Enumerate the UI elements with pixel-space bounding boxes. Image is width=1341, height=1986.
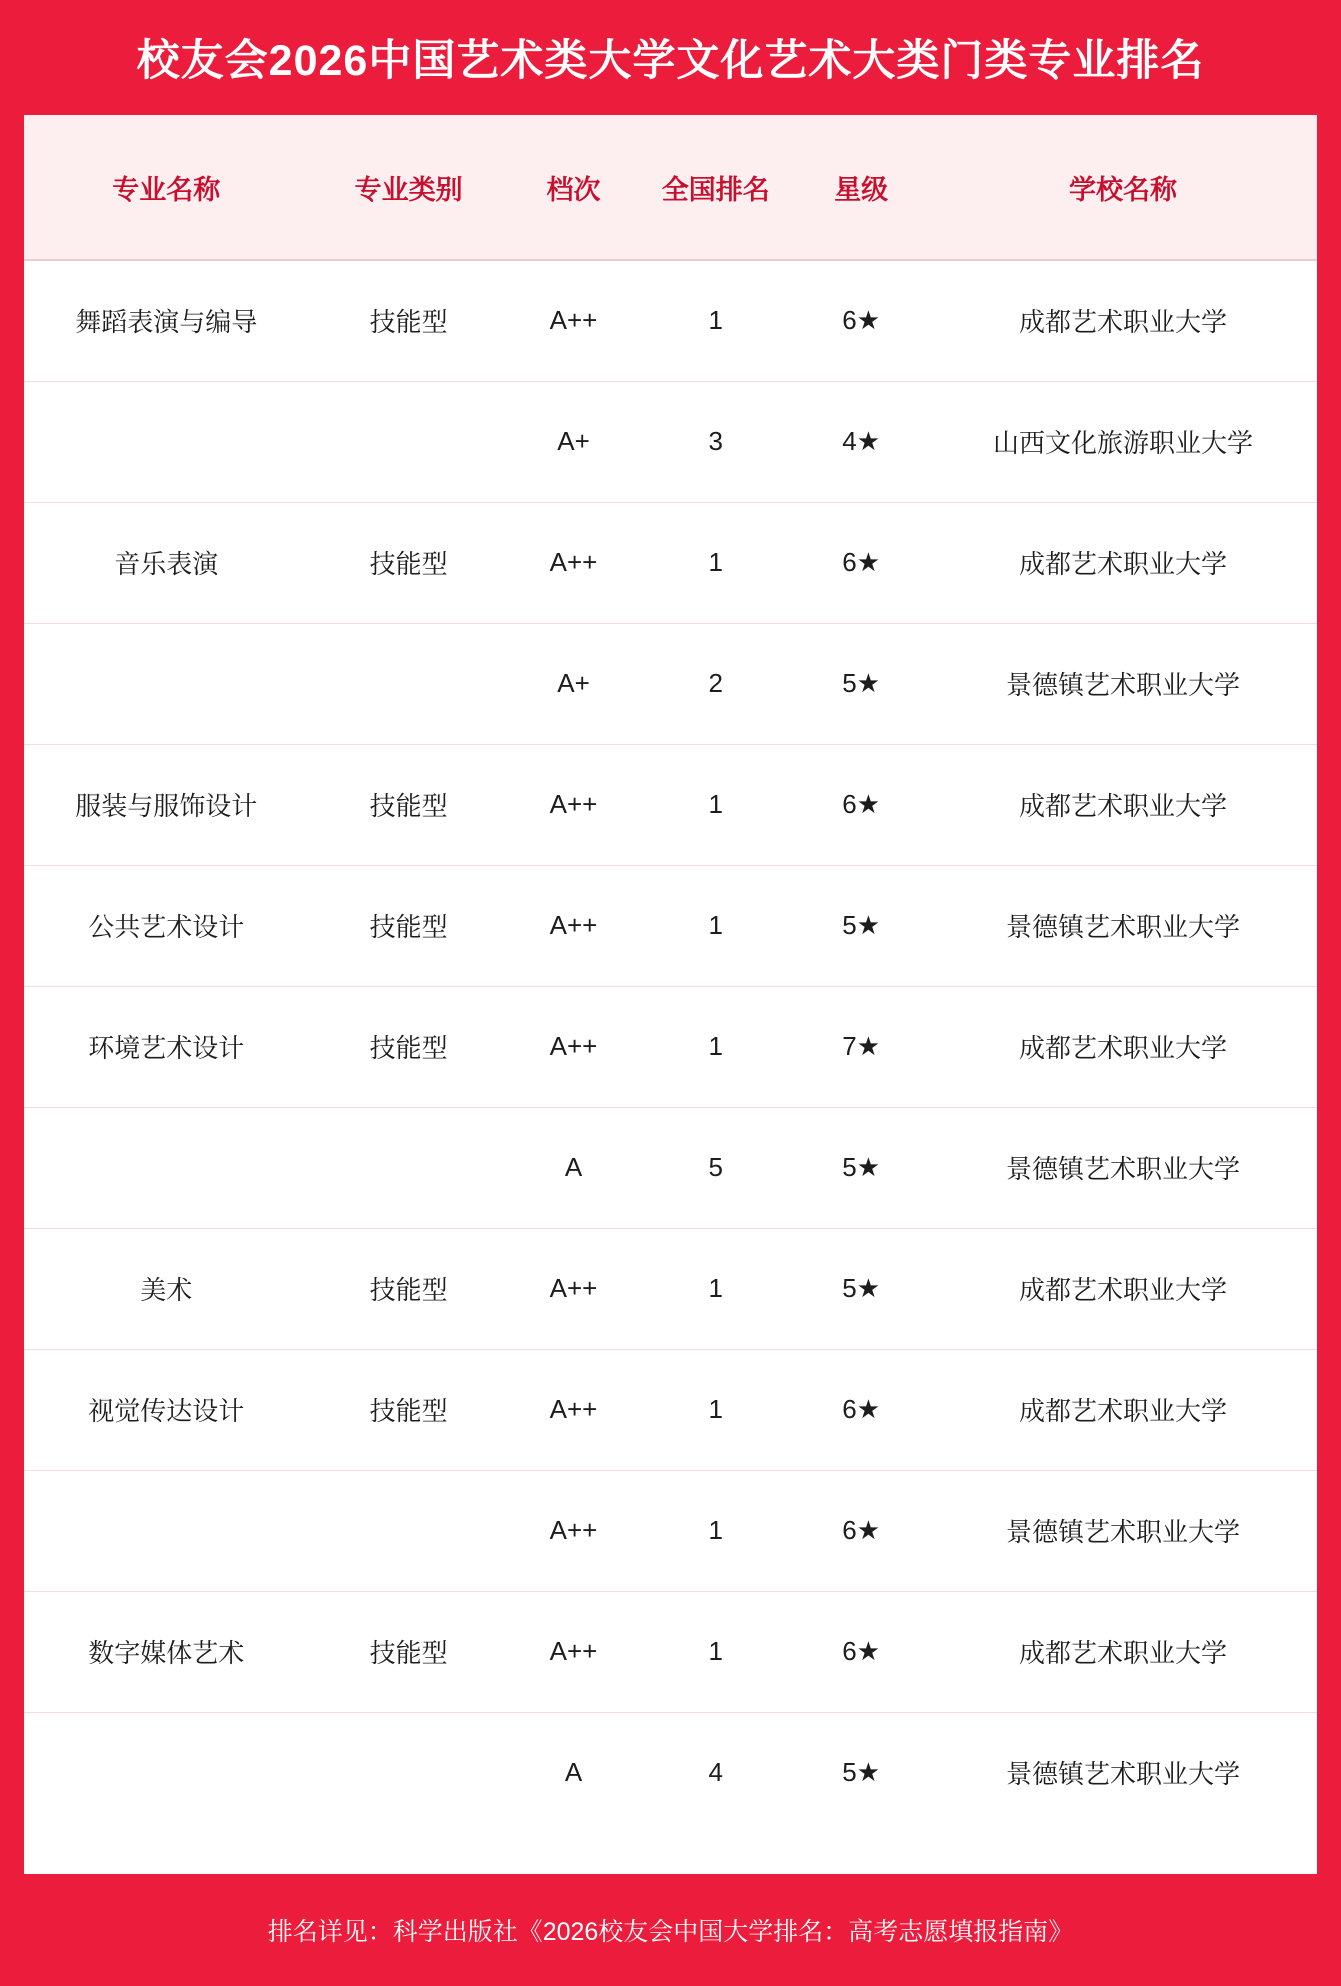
- cell-rank: 1: [638, 1349, 793, 1470]
- column-header-rank: 全国排名: [638, 115, 793, 260]
- cell-tier: A++: [509, 260, 638, 381]
- cell-star: 6★: [793, 502, 929, 623]
- cell-rank: 1: [638, 1591, 793, 1712]
- cell-star: 6★: [793, 1349, 929, 1470]
- cell-school: 景德镇艺术职业大学: [929, 1470, 1317, 1591]
- cell-type: 技能型: [308, 502, 508, 623]
- table-row: [24, 1349, 1317, 1470]
- cell-star: 5★: [793, 1228, 929, 1349]
- cell-major: [24, 1107, 308, 1228]
- cell-star: 7★: [793, 986, 929, 1107]
- cell-star: 5★: [793, 865, 929, 986]
- footer-note: 排名详见：科学出版社《2026校友会中国大学排名：高考志愿填报指南》: [267, 1918, 1074, 1946]
- cell-tier: A++: [509, 502, 638, 623]
- table-row: [24, 1591, 1317, 1712]
- cell-school: 景德镇艺术职业大学: [1006, 1759, 1241, 1790]
- cell-major: 数字媒体艺术: [24, 1591, 308, 1712]
- cell-tier: A+: [509, 623, 638, 744]
- cell-school: 成都艺术职业大学: [929, 1591, 1317, 1712]
- table-row: [24, 1712, 1317, 1833]
- cell-star: 5★: [793, 623, 929, 744]
- cell-type: 技能型: [308, 260, 508, 381]
- cell-major: [24, 623, 308, 744]
- cell-rank: 1: [638, 1228, 793, 1349]
- cell-type: 技能型: [308, 1349, 508, 1470]
- cell-tier: A: [509, 1107, 638, 1228]
- cell-rank: 1: [638, 986, 793, 1107]
- column-header-star: 星级: [793, 115, 929, 260]
- cell-type: [308, 623, 508, 744]
- cell-rank: 4: [708, 1757, 723, 1788]
- table-row: [24, 623, 1317, 744]
- cell-major: [24, 1712, 308, 1833]
- table-row: [24, 986, 1317, 1107]
- cell-school: 成都艺术职业大学: [929, 986, 1317, 1107]
- cell-star: 6★: [793, 1470, 929, 1591]
- table-row: [24, 502, 1317, 623]
- table-row: [24, 1228, 1317, 1349]
- cell-major: 视觉传达设计: [24, 1349, 308, 1470]
- cell-rank: 1: [638, 865, 793, 986]
- cell-major: 音乐表演: [24, 502, 308, 623]
- table-row: [24, 1107, 1317, 1228]
- cell-tier: A++: [509, 1591, 638, 1712]
- table-header-row: [24, 115, 1317, 260]
- page-title: 校友会2026中国艺术类大学文化艺术大类门类专业排名: [136, 37, 1205, 85]
- column-header-type: 专业类别: [308, 115, 508, 260]
- cell-school: 成都艺术职业大学: [929, 1228, 1317, 1349]
- cell-star: 5★: [842, 1757, 881, 1788]
- cell-tier: A++: [509, 1349, 638, 1470]
- cell-type: [308, 1470, 508, 1591]
- cell-major: 服装与服饰设计: [24, 744, 308, 865]
- cell-type: 技能型: [308, 865, 508, 986]
- column-header-school: 学校名称: [929, 115, 1317, 260]
- footer-bar: [0, 1874, 1341, 1986]
- cell-rank: 2: [638, 623, 793, 744]
- cell-tier: A++: [509, 865, 638, 986]
- cell-rank: 5: [638, 1107, 793, 1228]
- cell-major: 舞蹈表演与编导: [24, 260, 308, 381]
- cell-school: 成都艺术职业大学: [929, 744, 1317, 865]
- cell-school: 成都艺术职业大学: [929, 260, 1317, 381]
- column-header-tier: 档次: [509, 115, 638, 260]
- ranking-table: [24, 115, 1317, 1833]
- cell-rank: 1: [638, 1470, 793, 1591]
- title-bar: [0, 0, 1341, 115]
- cell-tier: A++: [509, 1470, 638, 1591]
- cell-major: 美术: [24, 1228, 308, 1349]
- table-header: [24, 115, 1317, 260]
- cell-tier: A+: [509, 381, 638, 502]
- table-row: [24, 381, 1317, 502]
- cell-school: 成都艺术职业大学: [929, 502, 1317, 623]
- cell-major: [24, 1470, 308, 1591]
- table-row: [24, 1470, 1317, 1591]
- cell-type: 技能型: [308, 744, 508, 865]
- cell-major: 环境艺术设计: [24, 986, 308, 1107]
- cell-tier: A++: [509, 986, 638, 1107]
- cell-star: 6★: [793, 260, 929, 381]
- cell-rank: 3: [638, 381, 793, 502]
- table-row: [24, 744, 1317, 865]
- cell-rank: 1: [638, 744, 793, 865]
- table-body: [24, 260, 1317, 1833]
- cell-type: 技能型: [308, 986, 508, 1107]
- table-row: [24, 260, 1317, 381]
- cell-type: [308, 1107, 508, 1228]
- cell-star: 6★: [793, 1591, 929, 1712]
- cell-type: 技能型: [308, 1591, 508, 1712]
- cell-tier: A++: [509, 744, 638, 865]
- ranking-table-card: [24, 115, 1317, 1874]
- table-row: [24, 865, 1317, 986]
- column-header-major: 专业名称: [24, 115, 308, 260]
- cell-school: 景德镇艺术职业大学: [929, 1107, 1317, 1228]
- cell-rank: 1: [638, 502, 793, 623]
- cell-star: 6★: [793, 744, 929, 865]
- cell-star: 4★: [793, 381, 929, 502]
- cell-school: 景德镇艺术职业大学: [929, 865, 1317, 986]
- cell-tier: A: [564, 1757, 583, 1788]
- cell-type: [308, 381, 508, 502]
- cell-major: [24, 381, 308, 502]
- cell-school: 成都艺术职业大学: [929, 1349, 1317, 1470]
- cell-rank: 1: [638, 260, 793, 381]
- cell-type: [308, 1712, 508, 1833]
- cell-school: 山西文化旅游职业大学: [929, 381, 1317, 502]
- cell-school: 景德镇艺术职业大学: [929, 623, 1317, 744]
- cell-star: 5★: [793, 1107, 929, 1228]
- cell-major: 公共艺术设计: [24, 865, 308, 986]
- cell-type: 技能型: [308, 1228, 508, 1349]
- cell-tier: A++: [509, 1228, 638, 1349]
